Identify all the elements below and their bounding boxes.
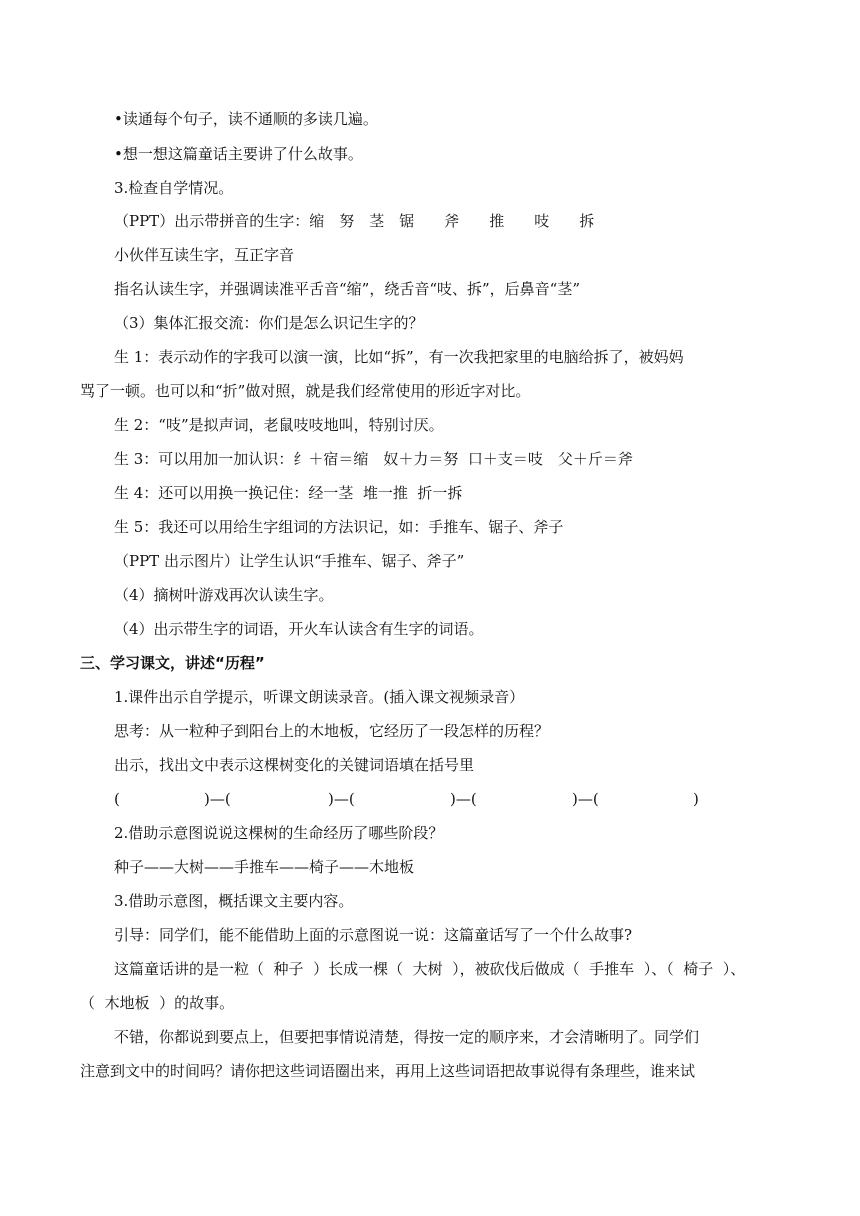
blank-open-paren: ( [114,790,120,808]
text-line: 指名认读生字，并强调读准平舌音“缩”，绕舌音“吱、拆”，后鼻音“茎” [114,280,581,298]
text-line: （4）出示带生字的词语，开火车认读含有生字的词语。 [114,620,484,638]
text-line: •想一想这篇童话主要讲了什么故事。 [114,145,363,163]
text-line: 注意到文中的时间吗？请你把这些词语圈出来，再用上这些词语把故事说得有条理些，谁来试 [80,1062,696,1080]
text-line: 骂了一顿。也可以和“折”做对照，就是我们经常使用的形近字对比。 [80,382,531,400]
text-line: 小伙伴互读生字，互正字音 [114,246,295,264]
text-line: 生 3：可以用加一加认识：纟＋宿＝缩 奴＋力＝努 口＋支＝吱 父＋斤＝斧 [114,450,633,468]
text-line: （PPT）出示带拼音的生字：缩 努 茎 锯 斧 推 吱 拆 [114,212,595,230]
text-line: 1.课件出示自学提示，听课文朗读录音。(插入课文视频录音） [114,688,525,706]
text-line: 种子——大树——手推车——椅子——木地板 [114,858,415,876]
text-line: 生 4：还可以用换一换记住：经一茎 堆一推 折一拆 [114,484,463,502]
blank-separator: )—( [450,790,477,808]
blank-separator: )—( [572,790,599,808]
text-line: 3.检查自学情况。 [114,179,234,197]
text-line: 这篇童话讲的是一粒（ 种子 ）长成一棵（ 大树 ），被砍伐后做成（ 手推车 ）、（ 椅子 ）、 [114,960,746,978]
section-heading: 三、学习课文，讲述“历程” [80,654,265,672]
text-line: 3.借助示意图，概括课文主要内容。 [114,892,354,910]
fill-blank-row [0,789,860,809]
text-line: 生 1：表示动作的字我可以演一演，比如“拆”，有一次我把家里的电脑给拆了，被妈妈 [114,348,684,366]
text-line: （PPT 出示图片）让学生认识“手推车、锯子、斧子” [114,552,465,570]
text-line: •读通每个句子，读不通顺的多读几遍。 [114,110,378,128]
text-line: 2.借助示意图说说这棵树的生命经历了哪些阶段？ [114,824,444,842]
text-line: 出示，找出文中表示这棵树变化的关键词语填在括号里 [114,756,475,774]
text-line: 不错，你都说到要点上，但要把事情说清楚，得按一定的顺序来，才会清晰明了。同学们 [114,1028,700,1046]
text-line: 生 2：“吱”是拟声词，老鼠吱吱地叫，特别讨厌。 [114,416,444,434]
blank-separator: )—( [204,790,231,808]
text-line: 引导：同学们，能不能借助上面的示意图说一说：这篇童话写了一个什么故事? [114,926,633,944]
text-line: 生 5：我还可以用给生字组词的方法识记，如：手推车、锯子、斧子 [114,518,564,536]
blank-separator: )—( [328,790,355,808]
text-line: （3）集体汇报交流：你们是怎么识记生字的？ [114,314,424,332]
text-line: （ 木地板 ）的故事。 [80,994,235,1012]
text-line: （4）摘树叶游戏再次认读生字。 [114,586,334,604]
blank-close-paren: ) [693,790,699,808]
text-line: 思考：从一粒种子到阳台上的木地板，它经历了一段怎样的历程？ [114,722,550,740]
